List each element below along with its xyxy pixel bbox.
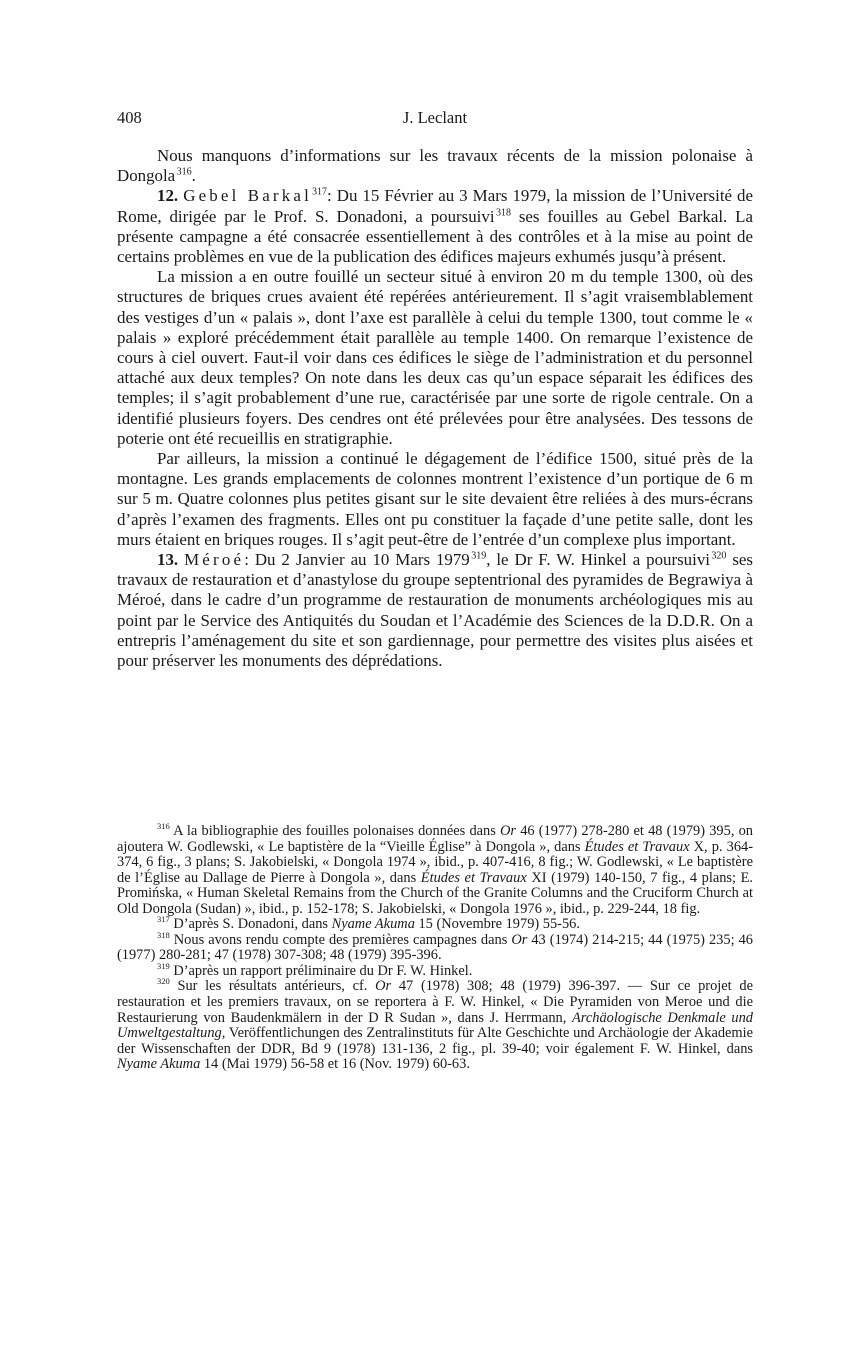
paragraph-gebel-barkal: 12. Gebel Barkal$^{317}$: Du 15 Février au 3 Mars 1979, la mission de l’Université de Rome, dirigée par le Prof. S. Donadoni, a poursuivi $^{318}$ ses fouilles au Gebel Barkal. La présente campagne a été consacrée essentiellement à des contrôles et à la mise au point de certains problèmes en vue de la publication des édifices majeurs exhumés jusqu’à présent. — [117, 186, 753, 267]
footnote-316: $^{316}$ A la bibliographie des fouilles polonaises données dans Or 46 (1977) 278-280 et 48 (1979) 395, on ajoutera W. Godlewski, « Le baptistère de la “Vieille Église” à Dongola », dans Études et Travaux X, p. 364-374, 6 fig., 3 plans; S. Jakobielski, « Dongola 1974 », ibid., p. 407-416, 8 fig.; W. Godlewski, « Le baptistère de l’Église au Dallage de Pierre à Dongola », dans Études et Travaux XI (1979) 140-150, 7 fig., 4 plans; E. Promińska, « Human Skeletal Remains from the Church of the Granite Columns and the Cruciform Church at Old Dongola (Sudan) », ibid., p. 152-178; S. Jakobielski, « Dongola 1976 », ibid., p. 229-244, 18 fig. — [117, 821, 754, 917]
footnote-319: $^{319}$ D’après un rapport préliminaire du Dr F. W. Hinkel. — [157, 961, 473, 979]
footnote-number: 316 — [157, 821, 170, 832]
footnote-number: 317 — [157, 914, 170, 925]
footnote-ref-317: 317 — [312, 186, 327, 198]
place-name-meroe: Méroé — [184, 550, 245, 570]
footnote-ref-320: 320 — [711, 550, 727, 562]
main-text — [117, 146, 753, 671]
footnote-ref-319: 319 — [471, 550, 487, 562]
footnote-number: 320 — [157, 976, 170, 987]
page-number: 408 — [117, 108, 142, 127]
footnote-320: $^{320}$ Sur les résultats antérieurs, cf. Or 47 (1978) 308; 48 (1979) 396-397. — Sur ce projet de restauration et les premiers travaux, on se reportera à F. W. Hinkel, « Die Pyramiden von Meroe und die Restaurierung von Baudenkmälern in der D R Sudan », dans J. Herrmann, Archäologische Denkmale und Umweltgestaltung, Veröffentlichungen des Zentralinstituts für Alte Geschichte und Archäologie der Akademie der Wissenschaften der DDR, Bd 9 (1978) 131-136, 2 fig., pl. 39-40; voir également F. W. Hinkel, dans Nyame Akuma 14 (Mai 1979) 56-58 et 16 (Nov. 1979) 60-63. — [117, 976, 753, 1073]
footnote-318: $^{318}$ Nous avons rendu compte des premières campagnes dans Or 43 (1974) 214-215; 44 (1975) 235; 46 (1977) 280-281; 47 (1978) 307-308; 48 (1979) 395-396. — [117, 930, 753, 964]
place-name-gebel-barkal: Gebel Barkal — [183, 186, 312, 206]
paragraph-palais: La mission a en outre fouillé un secteur situé à environ 20 m du temple 1300, où des structures de briques crues avaient été repérées antérieurement. Il s’agit vraisemblablement des vestiges d’un « palais », dont l’axe est parallèle à celui du temple 1300, tout comme le « palais » exploré précédemment était parallèle au temple 1400. On remarque l’existence de cours à ciel ouvert. Faut-il voir dans ces édifices le siège de l’administration et du personnel attaché aux deux temples? On note dans les deux cas qu’un espace séparait les édifices des temples; il s’agit probablement d’une rue, caractérisée par une sorte de rigole centrale. On a identifié plusieurs foyers. Des cendres ont été prélevées pour être analysées. Des tessons de poterie ont été recueillis en stratigraphie. — [117, 267, 753, 448]
running-header — [117, 108, 753, 128]
paragraph-dongola: Nous manquons d’informations sur les travaux récents de la mission polonaise à Dongola $^{316}$. — [117, 146, 753, 186]
section-number-13: 13. — [157, 550, 179, 570]
paragraph-meroe: 13. Méroé: Du 2 Janvier au 10 Mars 1979 $^{319}$, le Dr F. W. Hinkel a poursuivi $^{320}$ ses travaux de restauration et d’anastylose du groupe septentrional des pyramides de Begrawiya à Méroé, dans le cadre d’un programme de restauration de monuments archéologiques mis au point par le Service des Antiquités du Soudan et l’Académie des Sciences de la D.D.R. On a entrepris l’aménagement du site et son gardiennage, pour permettre des visites plus aisées et pour préserver les monuments des déprédations. — [117, 550, 753, 671]
footnote-ref-316: 316 — [176, 166, 192, 178]
footnotes — [117, 821, 754, 1073]
paragraph-edifice-1500: Par ailleurs, la mission a continué le dégagement de l’édifice 1500, situé près de la montagne. Les grands emplacements de colonnes montrent l’existence d’un portique de 6 m sur 5 m. Quatre colonnes plus petites gisant sur le site devaient être reliées à des murs-écrans d’après l’examen des fragments. Elles ont pu constituer la façade d’une petite salle, dont les murs étaient en briques rouges. Il s’agit peut-être de l’entrée d’un complexe plus important. — [117, 449, 753, 549]
section-number-12: 12. — [157, 186, 179, 206]
footnote-number: 318 — [157, 930, 170, 941]
footnote-ref-318: 318 — [495, 206, 511, 218]
running-title: J. Leclant — [402, 108, 468, 127]
footnote-317: $^{317}$ D’après S. Donadoni, dans Nyame Akuma 15 (Novembre 1979) 55-56. — [157, 914, 580, 933]
footnote-number: 319 — [157, 961, 170, 972]
